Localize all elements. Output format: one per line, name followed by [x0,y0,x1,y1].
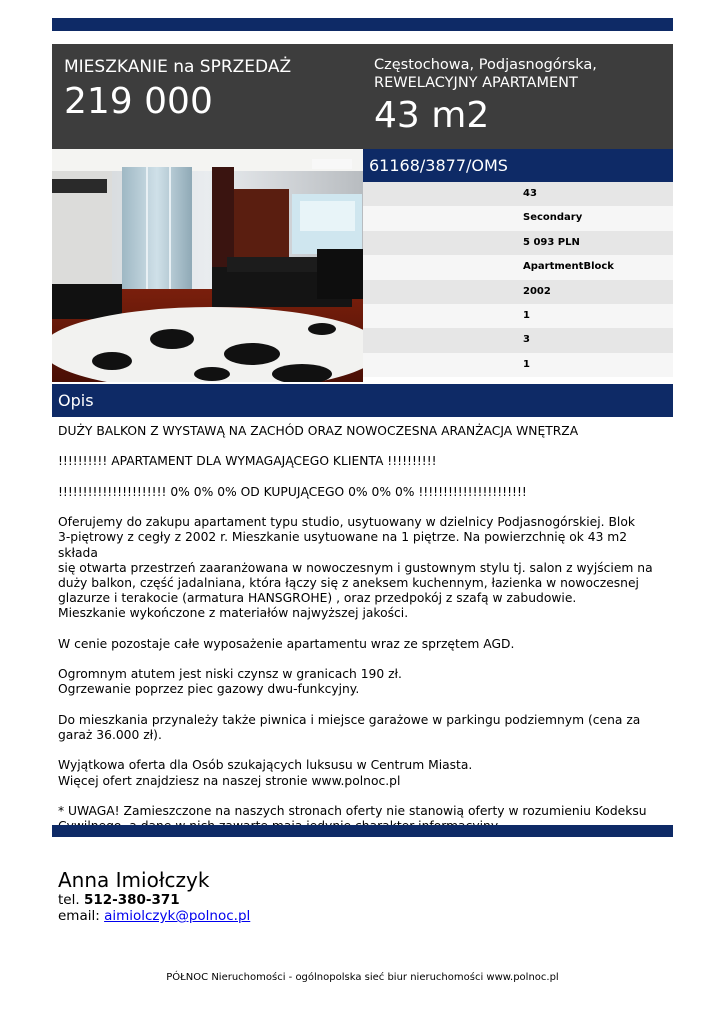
footer-text: PÓŁNOC Nieruchomości - ogólnopolska sieć biur nieruchomości www.polnoc.pl [166,972,559,983]
description-paragraph: !!!!!!!!!! APARTAMENT DLA WYMAGAJĄCEGO KLIENTA !!!!!!!!!! [58,454,437,469]
agent-contact [58,868,250,924]
area: 43 m2 [374,95,490,136]
description-text [58,424,670,850]
description-heading: Opis [58,391,94,410]
agent-phone: 512-380-371 [83,892,180,908]
email-label: email: [58,908,100,924]
description-heading-bar [52,384,673,417]
agent-name: Anna Imiołczyk [58,868,210,892]
description-paragraph: DUŻY BALKON Z WYSTAWĄ NA ZACHÓD ORAZ NOWOCZESNA ARANŻACJA WNĘTRZA [58,424,579,438]
param-row: 5 093 PLN [363,231,673,255]
param-row: 3 [363,328,673,352]
param-row: 2002 [363,280,673,304]
listing-header [52,44,673,149]
location-line-1: Częstochowa, Podjasnogórska, [374,57,597,73]
agent-phone-line [58,892,250,908]
param-row: 1 [363,304,673,328]
param-row: 1 [363,353,673,377]
offer-type: MIESZKANIE na SPRZEDAŻ [64,57,292,77]
description-paragraph: Do mieszkania przynależy także piwnica i miejsce garażowe w parkingu podziemnym (cena za garaż 36.000 zł). [58,712,641,742]
reference-number: 61168/3877/OMS [369,156,508,175]
reference-number-bar [363,149,673,182]
description-paragraph: !!!!!!!!!!!!!!!!!!!!!! 0% 0% 0% OD KUPUJĄCEGO 0% 0% 0% !!!!!!!!!!!!!!!!!!!!!! [58,484,527,499]
location-line-2: REWELACYJNY APARTAMENT [374,75,578,91]
price: 219 000 [64,81,213,122]
top-bar [52,18,673,31]
agent-email-line [58,908,250,924]
header-right [374,56,664,138]
phone-label: tel. [58,892,80,908]
description-paragraph: * UWAGA! Zamieszczone na naszych stronach oferty nie stanowią oferty w rozumieniu Kodeksu [58,803,647,818]
agent-email-link[interactable]: aimiolczyk@polnoc.pl [104,908,251,924]
description-paragraph: Ogromnym atutem jest niski czynsz w granicach 190 zł. Ogrzewanie poprzez piec gazowy dwu-funkcyjny. [58,667,402,697]
location [374,56,664,92]
description-paragraph: Oferujemy do zakupu apartament typu studio, usytuowany w dzielnicy Podjasnogórskiej. Blok 3-piętrowy z cegły z 2002 r. Mieszkanie usytuowane na 1 piętrze. Na powierzchnię ok 43 m2 składa się otwarta przestrzeń zaaranżowana w nowoczesnym i gustownym stylu tj. salon z wyjściem na duży balkon, część jadalniana, która łączy się z aneksem kuchennym, łazienka w nowoczesnej glazurze i terakocie (armatura HANSGROHE) , oraz przedpokój z szafą w zabudowie. Mieszkanie wykończone z materiałów najwyższej jakości. [58,515,653,621]
param-row: ApartmentBlock [363,255,673,279]
description-paragraph: Wyjątkowa oferta dla Osób szukających luksusu w Centrum Miasta. Więcej ofert znajdziesz na naszej stronie www.polnoc.pl [58,758,473,788]
params-table [363,182,673,377]
apartment-photo [52,149,363,382]
param-row: Secondary [363,206,673,230]
param-row: 43 [363,182,673,206]
header-left [64,56,291,124]
description-paragraph: W cenie pozostaje całe wyposażenie apartamentu wraz ze sprzętem AGD. [58,636,515,651]
divider-bar [52,825,673,837]
